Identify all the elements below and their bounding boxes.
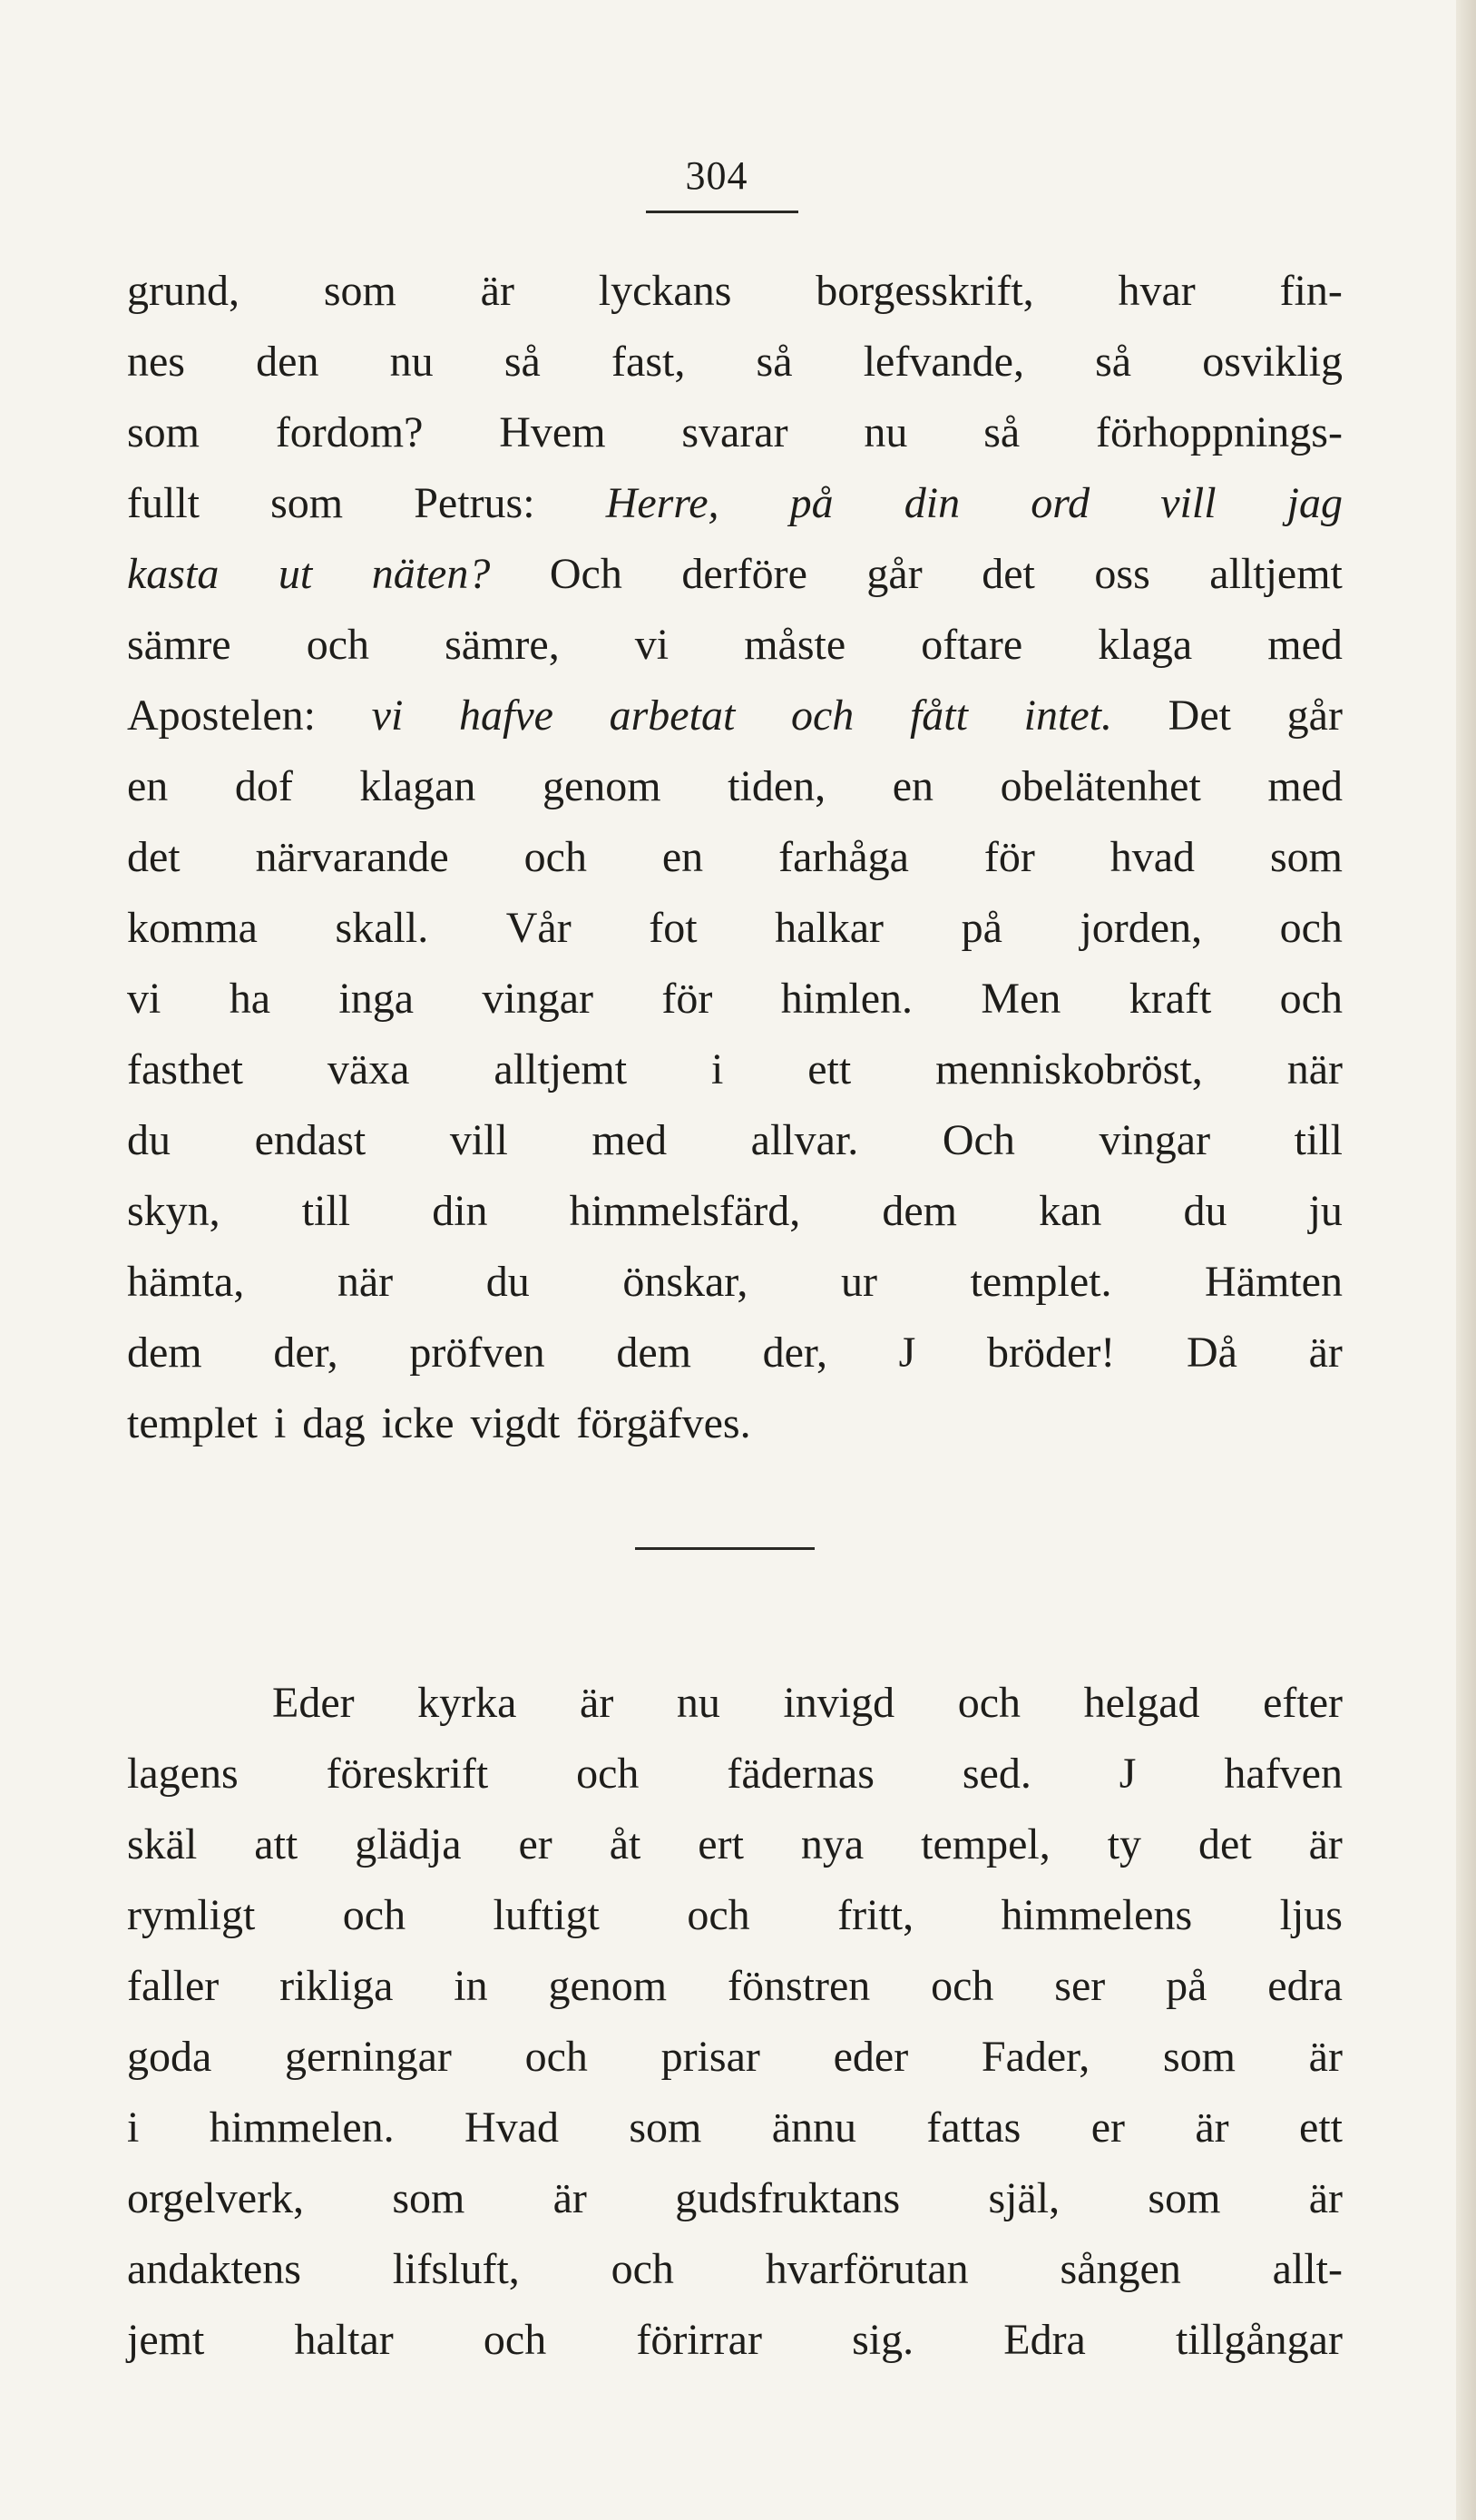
italic-word: ord: [1031, 479, 1090, 527]
word: kan: [1039, 1187, 1102, 1235]
text-line: [127, 397, 1343, 468]
word: Petrus:: [414, 479, 535, 527]
page-edge: [1456, 0, 1476, 2520]
text-line: [127, 1318, 1343, 1388]
word: klaga: [1098, 621, 1193, 669]
word: fullt: [127, 479, 200, 527]
word: och: [342, 1891, 406, 1939]
text-line: [127, 681, 1343, 751]
word: nu: [676, 1679, 720, 1727]
word: haltar: [294, 2316, 394, 2364]
word: genom: [542, 762, 661, 810]
word: är: [552, 2174, 587, 2222]
word: och: [957, 1679, 1021, 1727]
text-line: [127, 2093, 1343, 2163]
word: himlen.: [780, 975, 913, 1023]
word: vingar: [1099, 1116, 1211, 1164]
word: och: [523, 833, 587, 881]
word: osviklig: [1202, 338, 1343, 386]
text-line: [127, 1739, 1343, 1809]
text-line: [127, 610, 1343, 681]
word: faller: [127, 1962, 220, 2010]
text-line: [127, 2305, 1343, 2376]
word: ett: [807, 1045, 852, 1093]
word: Och: [942, 1116, 1015, 1164]
word: Och: [549, 550, 622, 598]
word: himmelens: [1001, 1891, 1193, 1939]
word: grund,: [127, 267, 239, 315]
word: och: [931, 1962, 994, 2010]
word: lefvande,: [863, 338, 1024, 386]
text-line: [127, 751, 1343, 822]
word: Det: [1168, 691, 1231, 740]
word: alltjemt: [494, 1045, 628, 1093]
word: ser: [1054, 1962, 1106, 2010]
word: fönstren: [727, 1962, 871, 2010]
word: och: [687, 1891, 750, 1939]
word: Hämten: [1205, 1258, 1343, 1306]
word: tillgångar: [1176, 2316, 1343, 2364]
word: invigd: [783, 1679, 895, 1727]
word: din: [432, 1187, 488, 1235]
word: med: [1267, 621, 1343, 669]
word: Hvem: [499, 408, 606, 456]
word: Fader,: [981, 2033, 1090, 2081]
italic-word: jag: [1286, 479, 1343, 527]
word: rymligt: [127, 1891, 256, 1939]
word: med: [1267, 762, 1343, 810]
text-line: [127, 539, 1343, 610]
word: du: [485, 1258, 530, 1306]
word: vi: [634, 621, 670, 669]
word: som: [1162, 2033, 1236, 2081]
word: är: [1308, 1329, 1343, 1377]
word: prisar: [660, 2033, 760, 2081]
word: farhåga: [778, 833, 909, 881]
italic-word: hafve: [458, 691, 553, 740]
word: som: [127, 408, 200, 456]
italic-word: ut: [278, 550, 313, 598]
text-line: [127, 893, 1343, 964]
page-number-rule: [646, 211, 798, 213]
word: på: [1166, 1962, 1207, 2010]
word: hämta,: [127, 1258, 245, 1306]
word: hvarförutan: [765, 2245, 969, 2293]
word: går: [866, 550, 923, 598]
word: är: [480, 267, 514, 315]
word: som: [270, 479, 344, 527]
word: hvar: [1118, 267, 1196, 315]
word: dem: [616, 1329, 691, 1377]
word: nes: [127, 338, 185, 386]
word: rikliga: [279, 1962, 394, 2010]
italic-word: näten?: [371, 550, 491, 598]
word: är: [1308, 2033, 1343, 2081]
word: kraft: [1129, 975, 1212, 1023]
word: endast: [254, 1116, 367, 1164]
word: du: [1183, 1187, 1227, 1235]
word: dem: [127, 1329, 202, 1377]
word: för: [983, 833, 1035, 881]
word: det: [127, 833, 181, 881]
text-line: [127, 1034, 1343, 1105]
word: och: [1279, 904, 1343, 952]
word: hvad: [1109, 833, 1196, 881]
word: så: [756, 338, 793, 386]
word: fasthet: [127, 1045, 243, 1093]
text-line: [127, 1809, 1343, 1880]
word: förhoppnings-: [1095, 408, 1343, 456]
word: och: [611, 2245, 674, 2293]
word: i: [710, 1045, 724, 1093]
word: halkar: [775, 904, 885, 952]
word: går: [1286, 691, 1343, 740]
word: vi: [127, 975, 161, 1023]
paragraph-1: [127, 256, 1343, 1459]
word: skäl: [127, 1820, 198, 1868]
word: lifsluft,: [392, 2245, 520, 2293]
word: jemt: [127, 2316, 205, 2364]
word: helgad: [1083, 1679, 1200, 1727]
word: du: [127, 1116, 171, 1164]
word: svarar: [681, 408, 788, 456]
word: så: [1095, 338, 1132, 386]
word: när: [1286, 1045, 1343, 1093]
word: fattas: [926, 2103, 1021, 2152]
word: Då: [1186, 1329, 1237, 1377]
word: Hvad: [464, 2103, 559, 2152]
word: nya: [800, 1820, 865, 1868]
word: vingar: [482, 975, 593, 1023]
word: allt-: [1272, 2245, 1343, 2293]
word: fin-: [1279, 267, 1343, 315]
word: åt: [609, 1820, 641, 1868]
word: andaktens: [127, 2245, 301, 2293]
word: hafven: [1224, 1750, 1343, 1798]
word: sed.: [962, 1750, 1031, 1798]
word: sången: [1060, 2245, 1181, 2293]
word: inga: [338, 975, 415, 1023]
text-line: [127, 2022, 1343, 2093]
word: är: [1308, 2174, 1343, 2222]
text-line: [127, 2163, 1343, 2234]
section-divider: [635, 1547, 815, 1550]
word: jorden,: [1080, 904, 1203, 952]
word: som: [1269, 833, 1343, 881]
word: med: [591, 1116, 668, 1164]
italic-word: vill: [1160, 479, 1217, 527]
word: luftigt: [493, 1891, 600, 1939]
text-line: [127, 964, 1343, 1034]
word: skyn,: [127, 1187, 220, 1235]
italic-word: arbetat: [609, 691, 736, 740]
italic-word: på: [789, 479, 834, 527]
word: och: [1279, 975, 1343, 1023]
word: till: [301, 1187, 351, 1235]
word: att: [254, 1820, 298, 1868]
word: på: [961, 904, 1002, 952]
word: fast,: [611, 338, 686, 386]
word: föreskrift: [326, 1750, 489, 1798]
word: efter: [1263, 1679, 1343, 1727]
paragraph-2: [127, 1668, 1343, 2376]
word: fot: [649, 904, 698, 952]
word: ur: [840, 1258, 877, 1306]
word: Men: [981, 975, 1061, 1023]
word: vill: [449, 1116, 508, 1164]
text-line: [127, 468, 1343, 539]
word: en: [661, 833, 704, 881]
word: så: [503, 338, 541, 386]
word: för: [661, 975, 713, 1023]
word: orgelverk,: [127, 2174, 305, 2222]
italic-word: och: [790, 691, 855, 740]
word: gudsfruktans: [675, 2174, 901, 2222]
text-line: [127, 1880, 1343, 1951]
word: borgesskrift,: [816, 267, 1034, 315]
word: det: [982, 550, 1035, 598]
word: är: [1308, 1820, 1343, 1868]
italic-word: din: [904, 479, 961, 527]
word: J: [898, 1329, 916, 1377]
word: dof: [234, 762, 293, 810]
word: lagens: [127, 1750, 239, 1798]
word: J: [1119, 1750, 1137, 1798]
word: själ,: [988, 2174, 1061, 2222]
word: och: [483, 2316, 547, 2364]
text-line: [127, 1176, 1343, 1247]
word: genom: [548, 1962, 668, 2010]
word: Apostelen:: [127, 691, 316, 740]
word: er: [518, 1820, 552, 1868]
italic-word: Herre,: [605, 479, 719, 527]
word: ljus: [1279, 1891, 1343, 1939]
word: derföre: [681, 550, 807, 598]
word: pröfven: [409, 1329, 545, 1377]
word: som: [392, 2174, 465, 2222]
text-line: [127, 1388, 1343, 1459]
word: förirrar: [636, 2316, 762, 2364]
word: ert: [698, 1820, 744, 1868]
word: goda: [127, 2033, 212, 2081]
word: och: [524, 2033, 588, 2081]
word: himmelsfärd,: [569, 1187, 801, 1235]
italic-word: intet.: [1023, 691, 1112, 740]
word: som: [1148, 2174, 1221, 2222]
word: är: [580, 1679, 614, 1727]
text-line: [127, 1247, 1343, 1318]
word: komma: [127, 904, 258, 952]
word: eder: [833, 2033, 909, 2081]
word: så: [983, 408, 1021, 456]
word: templet.: [970, 1258, 1112, 1306]
word: nu: [389, 338, 434, 386]
word: bröder!: [987, 1329, 1116, 1377]
word: allvar.: [750, 1116, 859, 1164]
word: er: [1090, 2103, 1125, 2152]
text-line: [127, 822, 1343, 893]
word: himmelen.: [209, 2103, 395, 2152]
word: oftare: [921, 621, 1023, 669]
word: menniskobröst,: [935, 1045, 1203, 1093]
text-line: [127, 1951, 1343, 2022]
word: som: [629, 2103, 702, 2152]
text-line: [127, 2234, 1343, 2305]
word: fordom?: [275, 408, 424, 456]
word: växa: [327, 1045, 410, 1093]
word: obelätenhet: [1000, 762, 1201, 810]
word: måste: [744, 621, 846, 669]
word: nu: [864, 408, 908, 456]
word: in: [454, 1962, 488, 2010]
text-line: [127, 1668, 1343, 1739]
word: Vår: [505, 904, 572, 952]
word: en: [127, 762, 169, 810]
word: lyckans: [598, 267, 732, 315]
word: som: [323, 267, 396, 315]
word: tempel,: [921, 1820, 1051, 1868]
word: oss: [1094, 550, 1150, 598]
text-line: [127, 1105, 1343, 1176]
word: gerningar: [285, 2033, 452, 2081]
word: der,: [273, 1329, 338, 1377]
word: Eder: [272, 1679, 355, 1727]
word: när: [337, 1258, 394, 1306]
line-text: templet i dag icke vigdt förgäfves.: [127, 1399, 751, 1447]
word: och: [306, 621, 369, 669]
word: ju: [1308, 1187, 1343, 1235]
word: skall.: [335, 904, 429, 952]
word: tiden,: [728, 762, 826, 810]
word: och: [576, 1750, 640, 1798]
italic-word: fått: [909, 691, 968, 740]
word: närvarande: [255, 833, 449, 881]
italic-word: vi: [371, 691, 404, 740]
word: sämre: [127, 621, 231, 669]
word: det: [1198, 1820, 1252, 1868]
word: den: [256, 338, 319, 386]
word: sämre,: [445, 621, 560, 669]
text-line: [127, 327, 1343, 397]
word: kyrka: [417, 1679, 517, 1727]
word: en: [892, 762, 933, 810]
word: ett: [1299, 2103, 1343, 2152]
word: sig.: [852, 2316, 914, 2364]
word: ty: [1107, 1820, 1142, 1868]
word: till: [1294, 1116, 1343, 1164]
page-number: 304: [685, 153, 748, 198]
word: glädja: [355, 1820, 462, 1868]
word: i: [127, 2103, 140, 2152]
word: fädernas: [727, 1750, 875, 1798]
word: edra: [1267, 1962, 1343, 2010]
word: dem: [882, 1187, 957, 1235]
word: Edra: [1003, 2316, 1086, 2364]
word: är: [1195, 2103, 1229, 2152]
text-line: [127, 256, 1343, 327]
word: fritt,: [837, 1891, 914, 1939]
italic-word: kasta: [127, 550, 220, 598]
word: klagan: [359, 762, 476, 810]
word: alltjemt: [1209, 550, 1343, 598]
word: önskar,: [622, 1258, 748, 1306]
word: der,: [762, 1329, 827, 1377]
word: ännu: [771, 2103, 857, 2152]
word: ha: [229, 975, 271, 1023]
